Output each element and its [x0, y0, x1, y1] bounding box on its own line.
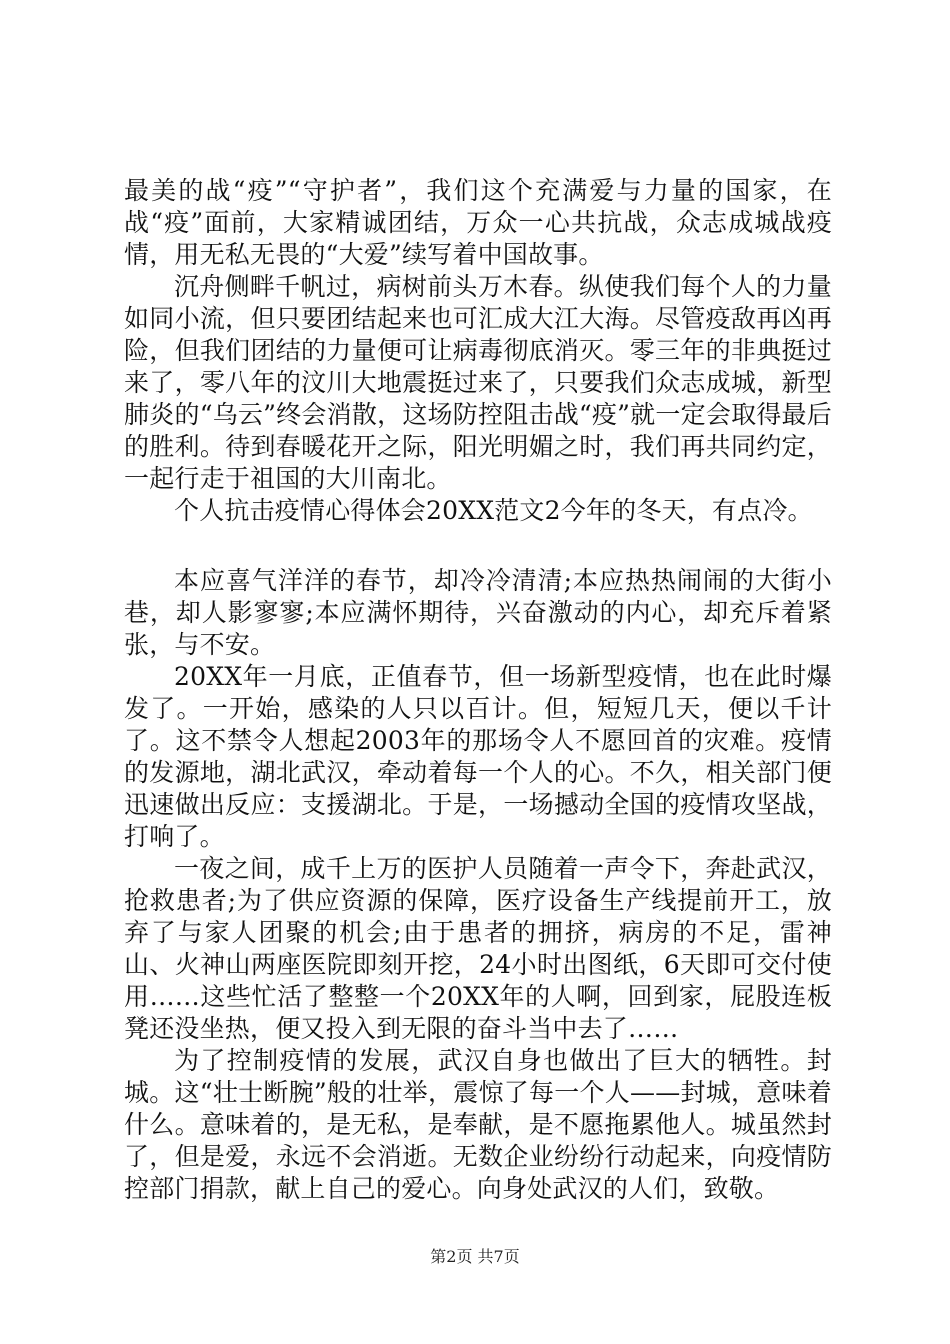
paragraph-spacer [124, 527, 832, 565]
paragraph-6: 一夜之间，成千上万的医护人员随着一声令下，奔赴武汉，抢救患者;为了供应资源的保障，医疗设备生产线提前开工，放弃了与家人团聚的机会;由于患者的拥挤，病房的不足，雷神山、火神山两座医院即刻开挖，24小时出图纸，6天即可交付使用……这些忙活了整整一个20XX年的人啊，回到家，屁股连板凳还没坐热，便又投入到无限的奋斗当中去了…… [124, 854, 832, 1043]
paragraph-2: 沉舟侧畔千帆过，病树前头万木春。纵使我们每个人的力量如同小流，但只要团结起来也可汇成大江大海。尽管疫敌再凶再险，但我们团结的力量便可让病毒彻底消灭。零三年的非典挺过来了，零八年的汶川大地震挺过来了，只要我们众志成城，新型肺炎的“乌云”终会消散，这场防控阻击战“疫”就一定会取得最后的胜利。待到春暖花开之际，阳光明媚之时，我们再共同约定，一起行走于祖国的大川南北。 [124, 272, 832, 493]
page-number-footer: 第2页 共7页 [430, 1247, 520, 1266]
paragraph-4: 本应喜气洋洋的春节，却冷冷清清;本应热热闹闹的大街小巷，却人影寥寥;本应满怀期待，兴奋激动的内心，却充斥着紧张，与不安。 [124, 566, 832, 659]
paragraph-1: 最美的战“疫”“守护者”，我们这个充满爱与力量的国家，在战“疫”面前，大家精诚团结，万众一心共抗战，众志成城战疫情，用无私无畏的“大爱”续写着中国故事。 [124, 176, 832, 269]
paragraph-7: 为了控制疫情的发展，武汉自身也做出了巨大的牺牲。封城。这“壮士断腕”般的壮举，震惊了每一个人——封城，意味着什么。意味着的，是无私，是奉献，是不愿拖累他人。城虽然封了，但是爱，永远不会消逝。无数企业纷纷行动起来，向疫情防控部门捐款，献上自己的爱心。向身处武汉的人们，致敬。 [124, 1046, 832, 1203]
paragraph-3: 个人抗击疫情心得体会20XX范文2今年的冬天，有点冷。 [174, 496, 813, 525]
paragraph-5: 20XX年一月底，正值春节，但一场新型疫情，也在此时爆发了。一开始，感染的人只以百计。但，短短几天，便以千计了。这不禁令人想起2003年的那场令人不愿回首的灾难。疫情的发源地，湖北武汉，牵动着每一个人的心。不久，相关部门便迅速做出反应：支援湖北。于是，一场撼动全国的疫情攻坚战，打响了。 [124, 662, 832, 851]
document-body [124, 175, 832, 1205]
